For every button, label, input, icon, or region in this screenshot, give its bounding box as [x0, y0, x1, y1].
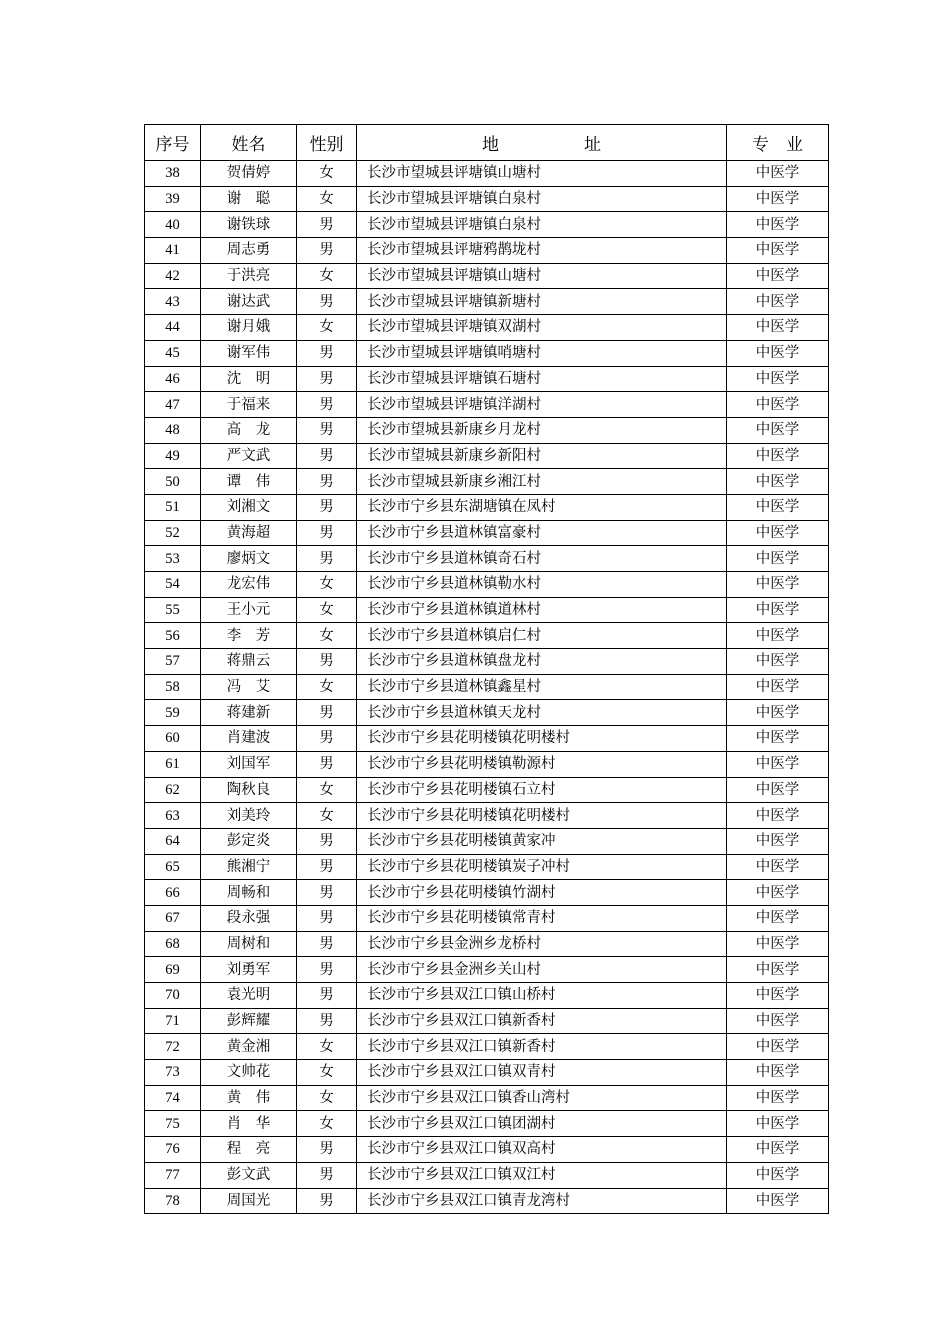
- cell-no: 43: [145, 289, 201, 315]
- cell-address: 长沙市望城县评塘镇洋湖村: [357, 392, 727, 418]
- cell-address: 长沙市宁乡县道林镇天龙村: [357, 700, 727, 726]
- cell-address: 长沙市望城县评塘镇石塘村: [357, 366, 727, 392]
- cell-sex: 男: [297, 751, 357, 777]
- cell-major: 中医学: [727, 186, 829, 212]
- cell-no: 59: [145, 700, 201, 726]
- header-sex: 性别: [297, 125, 357, 161]
- cell-major: 中医学: [727, 315, 829, 341]
- cell-address: 长沙市望城县评塘镇新塘村: [357, 289, 727, 315]
- cell-no: 75: [145, 1111, 201, 1137]
- table-row: [145, 494, 829, 520]
- cell-major: 中医学: [727, 1034, 829, 1060]
- cell-no: 47: [145, 392, 201, 418]
- cell-no: 63: [145, 803, 201, 829]
- cell-no: 38: [145, 161, 201, 187]
- header-address: 地 址: [357, 125, 727, 161]
- cell-major: 中医学: [727, 520, 829, 546]
- cell-major: 中医学: [727, 649, 829, 675]
- cell-sex: 男: [297, 238, 357, 264]
- cell-major: 中医学: [727, 1060, 829, 1086]
- cell-address: 长沙市望城县评塘镇山塘村: [357, 161, 727, 187]
- table-row: [145, 777, 829, 803]
- cell-no: 72: [145, 1034, 201, 1060]
- cell-name: 沈 明: [201, 366, 297, 392]
- cell-major: 中医学: [727, 392, 829, 418]
- cell-name: 谭 伟: [201, 469, 297, 495]
- cell-address: 长沙市宁乡县道林镇奇石村: [357, 546, 727, 572]
- cell-address: 长沙市宁乡县金洲乡关山村: [357, 957, 727, 983]
- cell-name: 严文武: [201, 443, 297, 469]
- cell-sex: 女: [297, 263, 357, 289]
- cell-address: 长沙市宁乡县花明楼镇炭子冲村: [357, 854, 727, 880]
- cell-address: 长沙市宁乡县双江口镇双青村: [357, 1060, 727, 1086]
- cell-name: 冯 艾: [201, 674, 297, 700]
- table-row: [145, 1137, 829, 1163]
- cell-major: 中医学: [727, 1111, 829, 1137]
- cell-no: 56: [145, 623, 201, 649]
- cell-address: 长沙市望城县评塘镇山塘村: [357, 263, 727, 289]
- cell-major: 中医学: [727, 880, 829, 906]
- cell-sex: 男: [297, 854, 357, 880]
- cell-sex: 男: [297, 546, 357, 572]
- cell-major: 中医学: [727, 777, 829, 803]
- cell-sex: 女: [297, 572, 357, 598]
- table-row: [145, 238, 829, 264]
- cell-sex: 男: [297, 1008, 357, 1034]
- table-row: [145, 674, 829, 700]
- cell-name: 周畅和: [201, 880, 297, 906]
- cell-major: 中医学: [727, 161, 829, 187]
- cell-major: 中医学: [727, 905, 829, 931]
- cell-name: 于福来: [201, 392, 297, 418]
- cell-major: 中医学: [727, 417, 829, 443]
- cell-no: 74: [145, 1085, 201, 1111]
- cell-name: 谢 聪: [201, 186, 297, 212]
- table-row: [145, 700, 829, 726]
- table-row: [145, 1111, 829, 1137]
- cell-name: 肖建波: [201, 726, 297, 752]
- cell-major: 中医学: [727, 340, 829, 366]
- cell-address: 长沙市宁乡县道林镇盘龙村: [357, 649, 727, 675]
- cell-name: 蒋鼎云: [201, 649, 297, 675]
- table-row: [145, 263, 829, 289]
- cell-address: 长沙市宁乡县花明楼镇常青村: [357, 905, 727, 931]
- table-row: [145, 392, 829, 418]
- cell-sex: 男: [297, 931, 357, 957]
- header-name: 姓名: [201, 125, 297, 161]
- cell-sex: 男: [297, 1137, 357, 1163]
- cell-major: 中医学: [727, 289, 829, 315]
- table-row: [145, 828, 829, 854]
- cell-major: 中医学: [727, 597, 829, 623]
- table-row: [145, 469, 829, 495]
- cell-address: 长沙市望城县评塘镇哨塘村: [357, 340, 727, 366]
- cell-no: 58: [145, 674, 201, 700]
- cell-no: 42: [145, 263, 201, 289]
- cell-name: 谢月娥: [201, 315, 297, 341]
- cell-name: 袁光明: [201, 983, 297, 1009]
- cell-sex: 男: [297, 983, 357, 1009]
- cell-sex: 女: [297, 1034, 357, 1060]
- cell-sex: 男: [297, 392, 357, 418]
- cell-sex: 女: [297, 777, 357, 803]
- table-body: [145, 161, 829, 1214]
- cell-major: 中医学: [727, 546, 829, 572]
- cell-name: 段永强: [201, 905, 297, 931]
- table-row: [145, 186, 829, 212]
- cell-major: 中医学: [727, 803, 829, 829]
- cell-name: 龙宏伟: [201, 572, 297, 598]
- cell-name: 周国光: [201, 1188, 297, 1214]
- table-row: [145, 905, 829, 931]
- cell-address: 长沙市宁乡县道林镇启仁村: [357, 623, 727, 649]
- table-row: [145, 751, 829, 777]
- cell-address: 长沙市望城县评塘镇白泉村: [357, 186, 727, 212]
- cell-major: 中医学: [727, 1008, 829, 1034]
- cell-name: 谢铁球: [201, 212, 297, 238]
- cell-name: 周志勇: [201, 238, 297, 264]
- cell-name: 王小元: [201, 597, 297, 623]
- cell-address: 长沙市宁乡县花明楼镇黄家冲: [357, 828, 727, 854]
- cell-no: 61: [145, 751, 201, 777]
- cell-no: 41: [145, 238, 201, 264]
- table-row: [145, 623, 829, 649]
- cell-sex: 男: [297, 366, 357, 392]
- cell-major: 中医学: [727, 700, 829, 726]
- cell-no: 44: [145, 315, 201, 341]
- cell-sex: 男: [297, 494, 357, 520]
- table-row: [145, 340, 829, 366]
- table-row: [145, 289, 829, 315]
- cell-no: 64: [145, 828, 201, 854]
- cell-no: 55: [145, 597, 201, 623]
- table-row: [145, 726, 829, 752]
- cell-address: 长沙市宁乡县双江口镇香山湾村: [357, 1085, 727, 1111]
- cell-name: 刘美玲: [201, 803, 297, 829]
- cell-major: 中医学: [727, 726, 829, 752]
- cell-major: 中医学: [727, 1137, 829, 1163]
- cell-no: 39: [145, 186, 201, 212]
- table-row: [145, 880, 829, 906]
- cell-sex: 女: [297, 597, 357, 623]
- cell-address: 长沙市宁乡县双江口镇双高村: [357, 1137, 727, 1163]
- cell-no: 68: [145, 931, 201, 957]
- cell-no: 57: [145, 649, 201, 675]
- cell-no: 77: [145, 1162, 201, 1188]
- cell-address: 长沙市宁乡县双江口镇新香村: [357, 1008, 727, 1034]
- cell-address: 长沙市宁乡县金洲乡龙桥村: [357, 931, 727, 957]
- cell-major: 中医学: [727, 366, 829, 392]
- table-row: [145, 1188, 829, 1214]
- cell-no: 76: [145, 1137, 201, 1163]
- cell-major: 中医学: [727, 983, 829, 1009]
- cell-sex: 男: [297, 649, 357, 675]
- cell-address: 长沙市望城县评塘镇白泉村: [357, 212, 727, 238]
- table-row: [145, 417, 829, 443]
- cell-no: 40: [145, 212, 201, 238]
- cell-no: 69: [145, 957, 201, 983]
- cell-name: 刘勇军: [201, 957, 297, 983]
- header-major: 专 业: [727, 125, 829, 161]
- cell-name: 文帅花: [201, 1060, 297, 1086]
- cell-name: 于洪亮: [201, 263, 297, 289]
- cell-address: 长沙市宁乡县双江口镇山桥村: [357, 983, 727, 1009]
- cell-name: 陶秋良: [201, 777, 297, 803]
- cell-sex: 男: [297, 443, 357, 469]
- cell-sex: 男: [297, 520, 357, 546]
- cell-no: 67: [145, 905, 201, 931]
- cell-no: 62: [145, 777, 201, 803]
- cell-address: 长沙市宁乡县双江口镇青龙湾村: [357, 1188, 727, 1214]
- cell-no: 52: [145, 520, 201, 546]
- cell-address: 长沙市宁乡县花明楼镇花明楼村: [357, 803, 727, 829]
- cell-major: 中医学: [727, 1162, 829, 1188]
- cell-address: 长沙市宁乡县双江口镇双江村: [357, 1162, 727, 1188]
- cell-no: 49: [145, 443, 201, 469]
- cell-sex: 男: [297, 289, 357, 315]
- cell-major: 中医学: [727, 623, 829, 649]
- cell-name: 程 亮: [201, 1137, 297, 1163]
- cell-sex: 男: [297, 726, 357, 752]
- cell-sex: 男: [297, 1188, 357, 1214]
- cell-name: 蒋建新: [201, 700, 297, 726]
- cell-name: 黄金湘: [201, 1034, 297, 1060]
- cell-address: 长沙市宁乡县道林镇富豪村: [357, 520, 727, 546]
- cell-major: 中医学: [727, 469, 829, 495]
- cell-address: 长沙市宁乡县花明楼镇石立村: [357, 777, 727, 803]
- cell-sex: 男: [297, 828, 357, 854]
- cell-address: 长沙市望城县评塘镇双湖村: [357, 315, 727, 341]
- cell-sex: 女: [297, 674, 357, 700]
- cell-major: 中医学: [727, 751, 829, 777]
- cell-sex: 男: [297, 469, 357, 495]
- cell-name: 李 芳: [201, 623, 297, 649]
- cell-major: 中医学: [727, 854, 829, 880]
- cell-address: 长沙市宁乡县双江口镇团湖村: [357, 1111, 727, 1137]
- cell-no: 73: [145, 1060, 201, 1086]
- header-row: [145, 125, 829, 161]
- table-row: [145, 1085, 829, 1111]
- table-row: [145, 1034, 829, 1060]
- table-row: [145, 1060, 829, 1086]
- table-row: [145, 315, 829, 341]
- cell-name: 熊湘宁: [201, 854, 297, 880]
- table-row: [145, 443, 829, 469]
- cell-no: 51: [145, 494, 201, 520]
- table-row: [145, 520, 829, 546]
- cell-sex: 女: [297, 1085, 357, 1111]
- cell-no: 78: [145, 1188, 201, 1214]
- cell-name: 谢军伟: [201, 340, 297, 366]
- cell-address: 长沙市宁乡县花明楼镇勒源村: [357, 751, 727, 777]
- cell-no: 65: [145, 854, 201, 880]
- cell-sex: 女: [297, 1111, 357, 1137]
- cell-name: 彭文武: [201, 1162, 297, 1188]
- cell-no: 66: [145, 880, 201, 906]
- cell-sex: 男: [297, 700, 357, 726]
- cell-name: 高 龙: [201, 417, 297, 443]
- cell-sex: 女: [297, 803, 357, 829]
- cell-name: 黄海超: [201, 520, 297, 546]
- cell-sex: 男: [297, 417, 357, 443]
- table-row: [145, 649, 829, 675]
- cell-sex: 男: [297, 957, 357, 983]
- cell-address: 长沙市宁乡县道林镇道林村: [357, 597, 727, 623]
- table-row: [145, 957, 829, 983]
- cell-name: 彭辉耀: [201, 1008, 297, 1034]
- cell-sex: 女: [297, 186, 357, 212]
- cell-address: 长沙市宁乡县东湖塘镇在凤村: [357, 494, 727, 520]
- cell-no: 45: [145, 340, 201, 366]
- cell-name: 肖 华: [201, 1111, 297, 1137]
- cell-major: 中医学: [727, 263, 829, 289]
- table-row: [145, 854, 829, 880]
- cell-sex: 男: [297, 340, 357, 366]
- cell-major: 中医学: [727, 674, 829, 700]
- cell-no: 53: [145, 546, 201, 572]
- cell-major: 中医学: [727, 443, 829, 469]
- table-row: [145, 931, 829, 957]
- cell-sex: 男: [297, 1162, 357, 1188]
- table-row: [145, 1008, 829, 1034]
- cell-name: 廖炳文: [201, 546, 297, 572]
- cell-address: 长沙市宁乡县道林镇勒水村: [357, 572, 727, 598]
- cell-sex: 男: [297, 212, 357, 238]
- table-row: [145, 366, 829, 392]
- table-row: [145, 1162, 829, 1188]
- cell-major: 中医学: [727, 494, 829, 520]
- table-row: [145, 597, 829, 623]
- cell-address: 长沙市宁乡县花明楼镇花明楼村: [357, 726, 727, 752]
- cell-major: 中医学: [727, 238, 829, 264]
- cell-address: 长沙市宁乡县道林镇鑫星村: [357, 674, 727, 700]
- cell-sex: 男: [297, 880, 357, 906]
- table-row: [145, 572, 829, 598]
- cell-name: 谢达武: [201, 289, 297, 315]
- cell-name: 贺倩婷: [201, 161, 297, 187]
- cell-name: 黄 伟: [201, 1085, 297, 1111]
- cell-sex: 男: [297, 905, 357, 931]
- cell-address: 长沙市望城县新康乡新阳村: [357, 443, 727, 469]
- cell-no: 50: [145, 469, 201, 495]
- cell-sex: 女: [297, 1060, 357, 1086]
- table-row: [145, 983, 829, 1009]
- cell-address: 长沙市望城县新康乡月龙村: [357, 417, 727, 443]
- table-row: [145, 161, 829, 187]
- cell-no: 71: [145, 1008, 201, 1034]
- cell-name: 周树和: [201, 931, 297, 957]
- cell-address: 长沙市宁乡县双江口镇新香村: [357, 1034, 727, 1060]
- cell-address: 长沙市宁乡县花明楼镇竹湖村: [357, 880, 727, 906]
- cell-address: 长沙市望城县评塘鸦鹊垅村: [357, 238, 727, 264]
- cell-no: 60: [145, 726, 201, 752]
- table-row: [145, 546, 829, 572]
- cell-name: 彭定炎: [201, 828, 297, 854]
- cell-major: 中医学: [727, 212, 829, 238]
- cell-major: 中医学: [727, 572, 829, 598]
- roster-table: [144, 124, 829, 1214]
- cell-major: 中医学: [727, 931, 829, 957]
- cell-no: 54: [145, 572, 201, 598]
- cell-major: 中医学: [727, 828, 829, 854]
- cell-sex: 女: [297, 623, 357, 649]
- header-no: 序号: [145, 125, 201, 161]
- cell-name: 刘湘文: [201, 494, 297, 520]
- cell-name: 刘国军: [201, 751, 297, 777]
- cell-no: 70: [145, 983, 201, 1009]
- cell-major: 中医学: [727, 1085, 829, 1111]
- table-row: [145, 803, 829, 829]
- cell-sex: 女: [297, 315, 357, 341]
- cell-sex: 女: [297, 161, 357, 187]
- cell-no: 48: [145, 417, 201, 443]
- cell-no: 46: [145, 366, 201, 392]
- cell-address: 长沙市望城县新康乡湘江村: [357, 469, 727, 495]
- cell-major: 中医学: [727, 957, 829, 983]
- cell-major: 中医学: [727, 1188, 829, 1214]
- table-row: [145, 212, 829, 238]
